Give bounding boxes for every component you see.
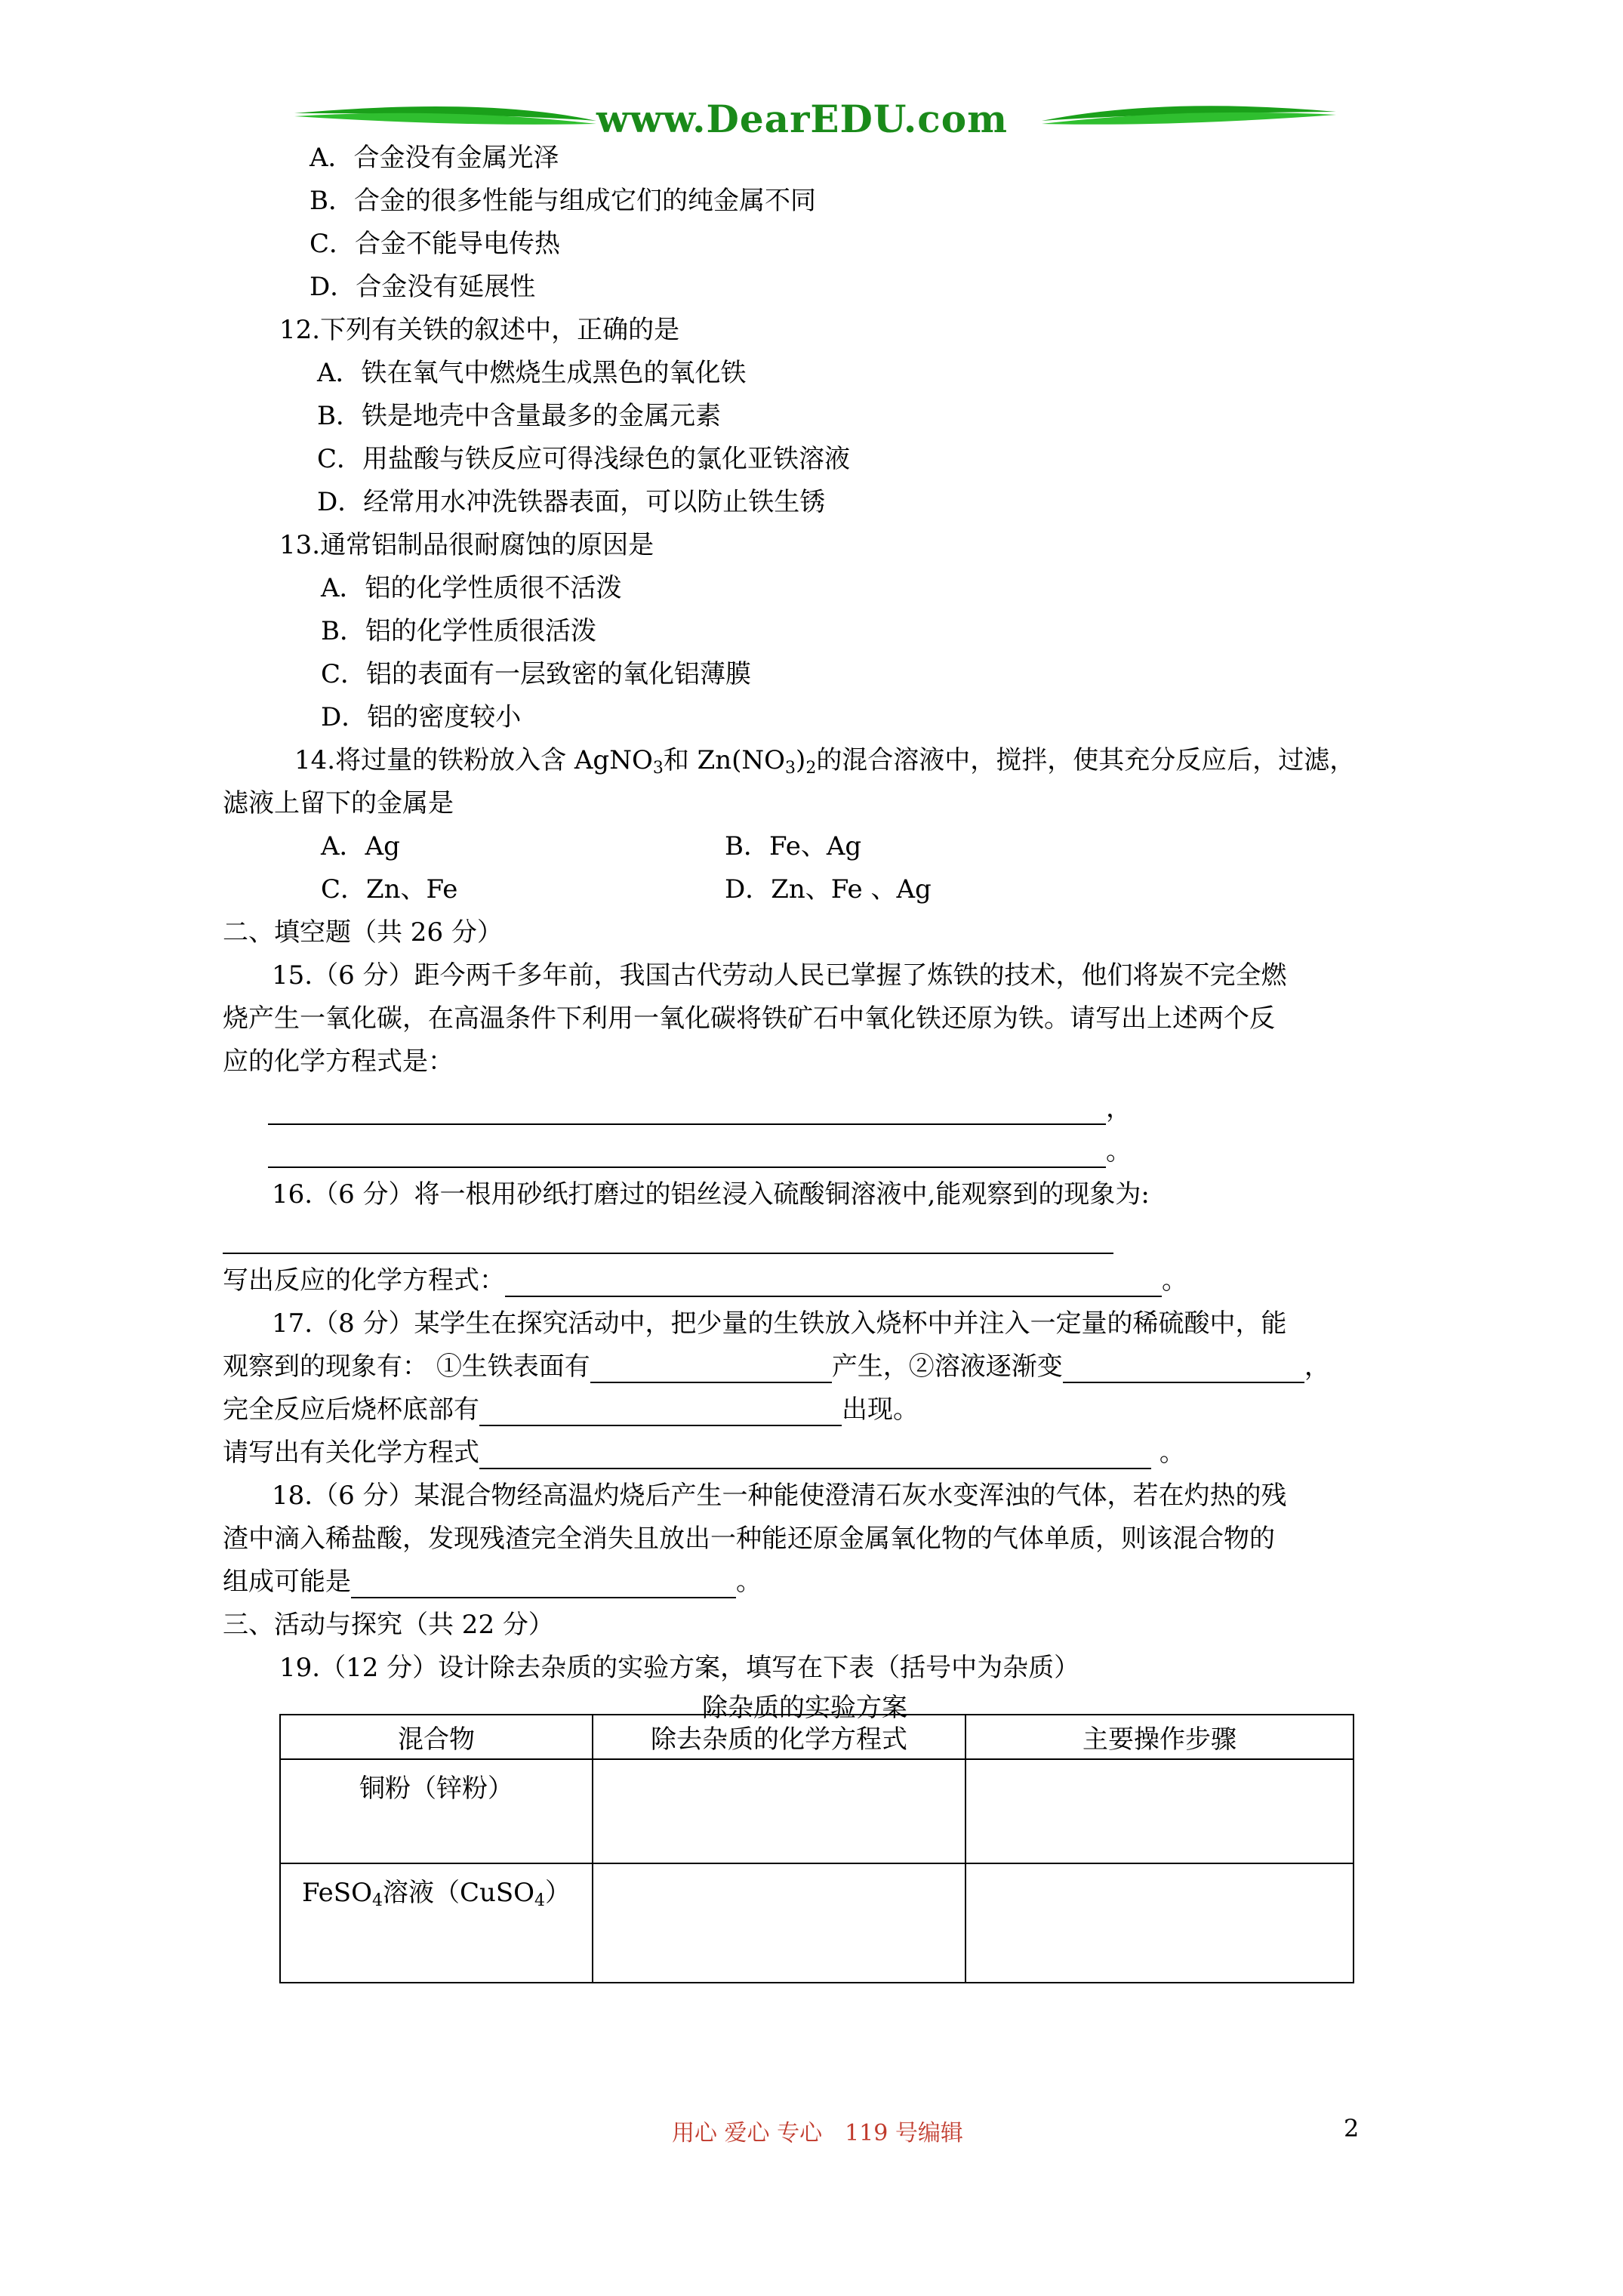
impurity-removal-table — [279, 1714, 1354, 1983]
punctuation: 。 — [1162, 1265, 1187, 1296]
answer-blank[interactable] — [590, 1356, 832, 1383]
site-logo-text: www.DearEDU.com — [596, 97, 1009, 141]
table-header-cell: 除去杂质的化学方程式 — [593, 1715, 965, 1759]
q16-answer-line — [223, 1221, 1113, 1254]
q13-option-a: A．铝的化学性质很不活泼 — [321, 573, 622, 603]
punctuation: 。 — [1159, 1438, 1185, 1468]
q14-stem — [294, 744, 1355, 785]
q17-line-2 — [223, 1350, 1330, 1383]
q13-option-d: D．铝的密度较小 — [321, 702, 522, 732]
section-3-heading: 三、活动与探究（共 22 分） — [223, 1610, 554, 1640]
q14-stem-part-a: 14.将过量的铁粉放入含 AgNO — [294, 745, 653, 775]
q13-option-c: C．铝的表面有一层致密的氧化铝薄膜 — [321, 659, 752, 689]
q15-line-3: 应的化学方程式是： — [223, 1046, 454, 1077]
q12-stem: 12.下列有关铁的叙述中，正确的是 — [279, 315, 680, 345]
q11-option-a: A．合金没有金属光泽 — [310, 143, 559, 173]
q17-text: 请写出有关化学方程式 — [223, 1438, 479, 1468]
q18-line-1: 18.（6 分）某混合物经高温灼烧后产生一种能使澄清石灰水变浑浊的气体，若在灼热的残 — [272, 1481, 1287, 1511]
q16-equation-prompt: 写出反应的化学方程式： — [223, 1265, 505, 1296]
answer-blank[interactable] — [1063, 1356, 1304, 1383]
q11-option-c: C．合金不能导电传热 — [310, 229, 561, 259]
table-cell-mixture — [280, 1863, 593, 1983]
q11-option-b: B．合金的很多性能与组成它们的纯金属不同 — [310, 186, 816, 216]
subscript: 4 — [534, 1891, 546, 1910]
q18-line-2: 渣中滴入稀盐酸，发现残渣完全消失且放出一种能还原金属氧化物的气体单质，则该混合物的 — [223, 1524, 1275, 1554]
q17-text: 观察到的现象有： — [223, 1351, 428, 1382]
q18-line-3 — [223, 1565, 762, 1598]
answer-blank[interactable] — [351, 1571, 736, 1598]
q15-answer-1 — [268, 1092, 1132, 1125]
q15-line-2: 烧产生一氧化碳，在高温条件下利用一氧化碳将铁矿石中氧化铁还原为铁。请写出上述两个反 — [223, 1003, 1275, 1034]
table-row — [280, 1863, 1354, 1983]
punctuation: 。 — [1106, 1136, 1132, 1166]
table-cell-steps[interactable] — [965, 1863, 1354, 1983]
q11-option-d: D．合金没有延展性 — [310, 272, 536, 302]
q16-line-3 — [223, 1264, 1187, 1297]
subscript: 4 — [371, 1891, 383, 1910]
q17-text: ①生铁表面有 — [436, 1351, 590, 1382]
table-cell-equation[interactable] — [593, 1863, 965, 1983]
answer-blank[interactable] — [505, 1270, 1162, 1297]
q19-stem: 19.（12 分）设计除去杂质的实验方案，填写在下表（括号中为杂质） — [279, 1653, 1080, 1683]
q12-option-c: C．用盐酸与铁反应可得浅绿色的氯化亚铁溶液 — [317, 444, 851, 474]
subscript: 2 — [805, 759, 817, 778]
punctuation: ， — [1304, 1351, 1330, 1382]
q18-text: 组成可能是 — [223, 1567, 351, 1597]
table-header-cell: 混合物 — [280, 1715, 593, 1759]
table-row — [280, 1759, 1354, 1863]
q12-option-b: B．铁是地壳中含量最多的金属元素 — [317, 401, 721, 431]
q15-line-1: 15.（6 分）距今两千多年前，我国古代劳动人民已掌握了炼铁的技术，他们将炭不完全燃 — [272, 960, 1287, 991]
table-header-row — [280, 1715, 1354, 1759]
q15-answer-2 — [268, 1135, 1132, 1168]
q17-line-4 — [223, 1436, 1185, 1469]
subscript: 3 — [652, 759, 664, 778]
page-number: 2 — [1344, 2114, 1360, 2143]
q14-stem-part-c: ) — [796, 745, 806, 775]
q14-option-a: A．Ag — [321, 831, 400, 861]
table-title: 除杂质的实验方案 — [702, 1693, 907, 1723]
formula-text: ） — [545, 1878, 571, 1908]
table-cell-steps[interactable] — [965, 1759, 1354, 1863]
footer-editor-note: 用心 爱心 专心 119 号编辑 — [672, 2120, 963, 2147]
answer-blank[interactable] — [479, 1399, 842, 1426]
table-cell-mixture: 铜粉（锌粉） — [280, 1759, 593, 1863]
subscript: 3 — [785, 759, 796, 778]
formula-text: FeSO — [301, 1878, 372, 1908]
q17-text: 出现。 — [842, 1395, 919, 1425]
q14-option-d: D．Zn、Fe 、Ag — [725, 874, 932, 905]
q17-line-3 — [223, 1393, 919, 1426]
section-2-heading: 二、填空题（共 26 分） — [223, 917, 503, 948]
answer-blank[interactable] — [479, 1442, 1151, 1469]
q17-text: 产生，②溶液逐渐变 — [831, 1351, 1063, 1382]
answer-blank[interactable] — [223, 1227, 1113, 1254]
table-cell-equation[interactable] — [593, 1759, 965, 1863]
punctuation: 。 — [736, 1567, 762, 1597]
q14-stem-line2: 滤液上留下的金属是 — [223, 788, 454, 818]
q17-line-1: 17.（8 分）某学生在探究活动中，把少量的生铁放入烧杯中并注入一定量的稀硫酸中，能 — [272, 1308, 1287, 1339]
answer-blank[interactable] — [268, 1098, 1106, 1125]
q14-option-c: C．Zn、Fe — [321, 874, 458, 905]
q16-line-1: 16.（6 分）将一根用砂纸打磨过的铝丝浸入硫酸铜溶液中,能观察到的现象为: — [272, 1179, 1150, 1210]
q14-stem-part-d: 的混合溶液中，搅拌，使其充分反应后，过滤， — [816, 745, 1356, 775]
q13-stem: 13.通常铝制品很耐腐蚀的原因是 — [279, 530, 654, 560]
table-header-cell: 主要操作步骤 — [965, 1715, 1354, 1759]
q12-option-a: A．铁在氧气中燃烧生成黑色的氧化铁 — [317, 358, 747, 388]
punctuation: ， — [1106, 1093, 1132, 1123]
q14-stem-part-b: 和 Zn(NO — [663, 745, 786, 775]
q13-option-b: B．铝的化学性质很活泼 — [321, 616, 596, 646]
q12-option-d: D．经常用水冲洗铁器表面，可以防止铁生锈 — [317, 487, 826, 517]
q14-option-b: B．Fe、Ag — [725, 831, 862, 861]
formula-text: 溶液（CuSO — [382, 1878, 535, 1908]
answer-blank[interactable] — [268, 1141, 1106, 1168]
q17-text: 完全反应后烧杯底部有 — [223, 1395, 479, 1425]
